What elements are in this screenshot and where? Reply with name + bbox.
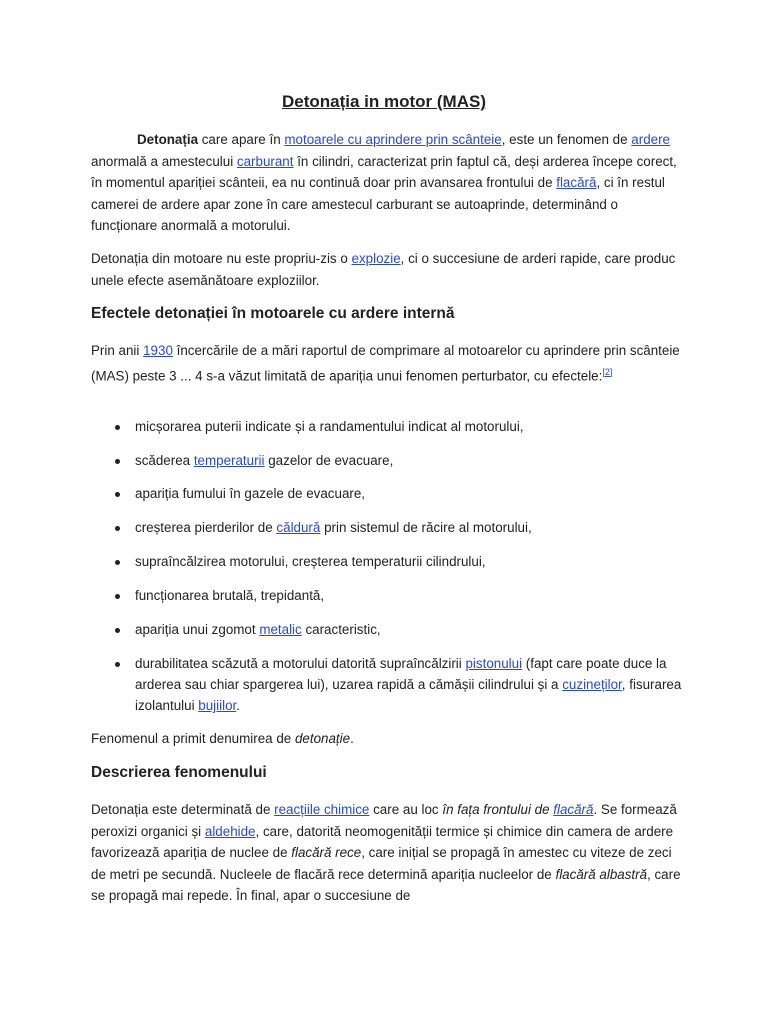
paragraph-explosion: Detonația din motoare nu este propriu-zis o explozie, ci o succesiune de arderi rapide, care produc unele efecte asemănătoare exploziilor. <box>91 251 676 288</box>
list-item: creșterea pierderilor de căldură prin sistemul de răcire al motorului, <box>135 520 532 535</box>
list-item: micșorarea puterii indicate și a randamentului indicat al motorului, <box>135 419 524 434</box>
link-ardere[interactable]: ardere <box>631 132 670 147</box>
link-bujiilor[interactable]: bujiilor <box>198 698 237 713</box>
heading-description: Descrierea fenomenului <box>91 764 267 781</box>
paragraph-intro: Detonația care apare în motoarele cu aprindere prin scânteie, este un fenomen de ardere anormală a amestecului carburant în cilindri, caracterizat prin faptul că, deși arderea începe corect, în momentul apariției scânteii, ea nu continuă doar prin avansarea frontului de flacără, ci în restul camerei de ardere apar zone în care amestecul carburant se autoaprinde, determinând o funcționare anormală a motorului. <box>91 132 677 233</box>
bold-term: Detonația <box>137 132 199 147</box>
link-metalic[interactable]: metalic <box>259 622 302 637</box>
link-flacara[interactable]: flacără <box>556 175 597 190</box>
page-title: Detonația in motor (MAS) <box>282 92 486 111</box>
bullet-icon <box>115 425 120 430</box>
link-carburant[interactable]: carburant <box>236 153 294 169</box>
reference-link[interactable]: [2] <box>602 366 613 377</box>
bullet-icon <box>115 492 120 497</box>
link-flacara-2[interactable]: flacără <box>553 802 594 817</box>
bullet-icon <box>115 628 120 633</box>
list-item: apariția fumului în gazele de evacuare, <box>135 486 366 501</box>
bullet-icon <box>115 594 120 599</box>
list-item: funcționarea brutală, trepidantă, <box>135 588 325 603</box>
bullet-icon <box>115 459 120 464</box>
link-explozie[interactable]: explozie <box>351 251 401 266</box>
bullet-icon <box>115 662 120 667</box>
list-item: durabilitatea scăzută a motorului datorită supraîncălzirii pistonului (fapt care poate duce la arderea sau chiar spargerea lui), uzarea rapidă a cămășii cilindrului și a cuzineților, fisurarea izolantului bujiilor. <box>135 656 682 713</box>
paragraph-description: Detonația este determinată de reacțiile chimice care au loc în fața frontului de flacără. Se formează peroxizi organici și aldehide, care, datorită neomogenității termice și chimice din camera de ardere favorizează apariția de nuclee de flacără rece, care inițial se propagă în amestec cu viteze de zeci de metri pe secundă. Nucleele de flacără rece determină apariția nucleelor de flacără albastră, care se propagă mai repede. În final, apar o succesiune de <box>91 802 681 903</box>
link-1930[interactable]: 1930 <box>143 343 173 358</box>
link-temperaturii[interactable]: temperaturii <box>193 453 265 468</box>
bullet-icon <box>115 526 120 531</box>
list-item: supraîncălzirea motorului, creșterea temperaturii cilindrului, <box>135 554 486 569</box>
link-aldehide[interactable]: aldehide <box>204 823 256 839</box>
paragraph-naming: Fenomenul a primit denumirea de detonație. <box>91 731 354 746</box>
link-pistonului[interactable]: pistonului <box>465 656 523 671</box>
bullet-icon <box>115 560 120 565</box>
list-item: scăderea temperaturii gazelor de evacuare, <box>135 453 394 468</box>
link-reactiile-chimice[interactable]: reacțiile chimice <box>274 802 370 817</box>
link-motoare-mas[interactable]: motoarele cu aprindere prin scânteie <box>284 132 502 147</box>
heading-effects: Efectele detonației în motoarele cu ardere internă <box>91 305 455 322</box>
link-caldura[interactable]: căldură <box>276 520 321 535</box>
paragraph-history: Prin anii 1930 încercările de a mări raportul de comprimare al motoarelor cu aprindere prin scânteie (MAS) peste 3 ... 4 s-a văzut limitată de apariția unui fenomen perturbator, cu efectele:[2] <box>91 343 680 383</box>
link-cuzinetilor[interactable]: cuzineților <box>562 677 622 692</box>
list-item: apariția unui zgomot metalic caracteristic, <box>135 622 381 637</box>
